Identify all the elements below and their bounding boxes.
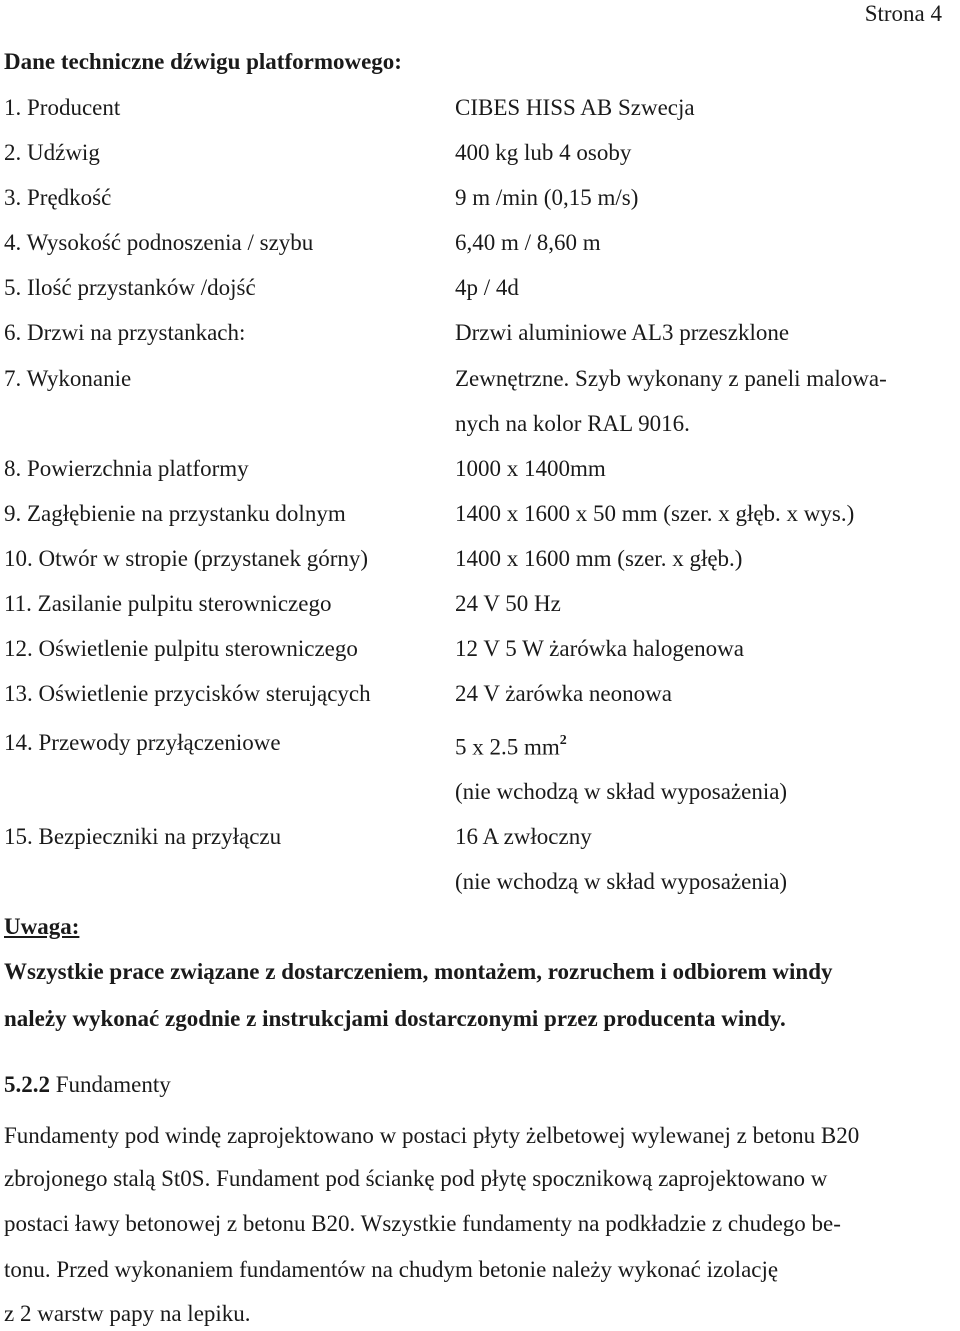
spec-label: 10. Otwór w stropie (przystanek górny) <box>4 546 369 571</box>
spec-value <box>455 729 567 762</box>
paragraph-line: zbrojonego stalą St0S. Fundament pod ściankę pod płytę spocznikową zaprojektowano w <box>4 1166 828 1191</box>
paragraph-line: tonu. Przed wykonaniem fundamentów na chudym betonie należy wykonać izolację <box>4 1257 779 1282</box>
spec-value: Zewnętrzne. Szyb wykonany z paneli malowa- <box>455 366 887 391</box>
spec-label: 14. Przewody przyłączeniowe <box>4 730 281 755</box>
spec-value: CIBES HISS AB Szwecja <box>455 95 695 120</box>
spec-value: 6,40 m / 8,60 m <box>455 230 601 255</box>
section-title: Dane techniczne dźwigu platformowego: <box>4 49 402 74</box>
spec-label: 6. Drzwi na przystankach: <box>4 320 246 345</box>
spec-value: 4p / 4d <box>455 275 519 300</box>
paragraph-line: Fundamenty pod windę zaprojektowano w postaci płyty żelbetowej wylewanej z betonu B20 <box>4 1123 860 1148</box>
spec-label: 8. Powierzchnia platformy <box>4 456 249 481</box>
spec-value-continuation: (nie wchodzą w skład wyposażenia) <box>455 869 788 894</box>
spec-label: 12. Oświetlenie pulpitu sterowniczego <box>4 636 358 661</box>
spec-label: 2. Udźwig <box>4 140 100 165</box>
superscript-exponent: 2 <box>559 733 567 748</box>
spec-value-continuation: (nie wchodzą w skład wyposażenia) <box>455 779 788 804</box>
note-heading: Uwaga: <box>4 914 80 939</box>
spec-value: 400 kg lub 4 osoby <box>455 140 632 165</box>
spec-value-text: 5 x 2.5 mm <box>455 734 560 760</box>
paragraph-line: postaci ławy betonowej z betonu B20. Wszystkie fundamenty na podkładzie z chudego be- <box>4 1211 841 1236</box>
subsection-heading <box>4 1071 171 1099</box>
spec-value: 16 A zwłoczny <box>455 824 592 849</box>
subsection-title: Fundamenty <box>55 1072 171 1097</box>
spec-value: 1400 x 1600 mm (szer. x głęb.) <box>455 546 743 571</box>
spec-label: 15. Bezpieczniki na przyłączu <box>4 824 282 849</box>
note-line: należy wykonać zgodnie z instrukcjami dostarczonymi przez producenta windy. <box>4 1006 786 1031</box>
spec-value: 1000 x 1400mm <box>455 456 606 481</box>
note-line: Wszystkie prace związane z dostarczeniem, montażem, rozruchem i odbiorem windy <box>4 959 833 984</box>
spec-label: 3. Prędkość <box>4 185 112 210</box>
spec-label: 9. Zagłębienie na przystanku dolnym <box>4 501 346 526</box>
spec-label: 5. Ilość przystanków /dojść <box>4 275 256 300</box>
spec-value: 24 V żarówka neonowa <box>455 681 672 706</box>
spec-value: Drzwi aluminiowe AL3 przeszklone <box>455 320 790 345</box>
page-number: Strona 4 <box>864 1 942 26</box>
spec-value: 24 V 50 Hz <box>455 591 561 616</box>
spec-label: 13. Oświetlenie przycisków sterujących <box>4 681 371 706</box>
spec-value: 1400 x 1600 x 50 mm (szer. x głęb. x wys.) <box>455 501 855 526</box>
spec-label: 7. Wykonanie <box>4 366 132 391</box>
spec-value: 12 V 5 W żarówka halogenowa <box>455 636 744 661</box>
spec-value-continuation: nych na kolor RAL 9016. <box>455 411 690 436</box>
spec-value: 9 m /min (0,15 m/s) <box>455 185 639 210</box>
paragraph-line: z 2 warstw papy na lepiku. <box>4 1301 251 1326</box>
spec-label: 11. Zasilanie pulpitu sterowniczego <box>4 591 332 616</box>
spec-label: 1. Producent <box>4 95 121 120</box>
subsection-number: 5.2.2 <box>4 1072 50 1097</box>
spec-label: 4. Wysokość podnoszenia / szybu <box>4 230 314 255</box>
